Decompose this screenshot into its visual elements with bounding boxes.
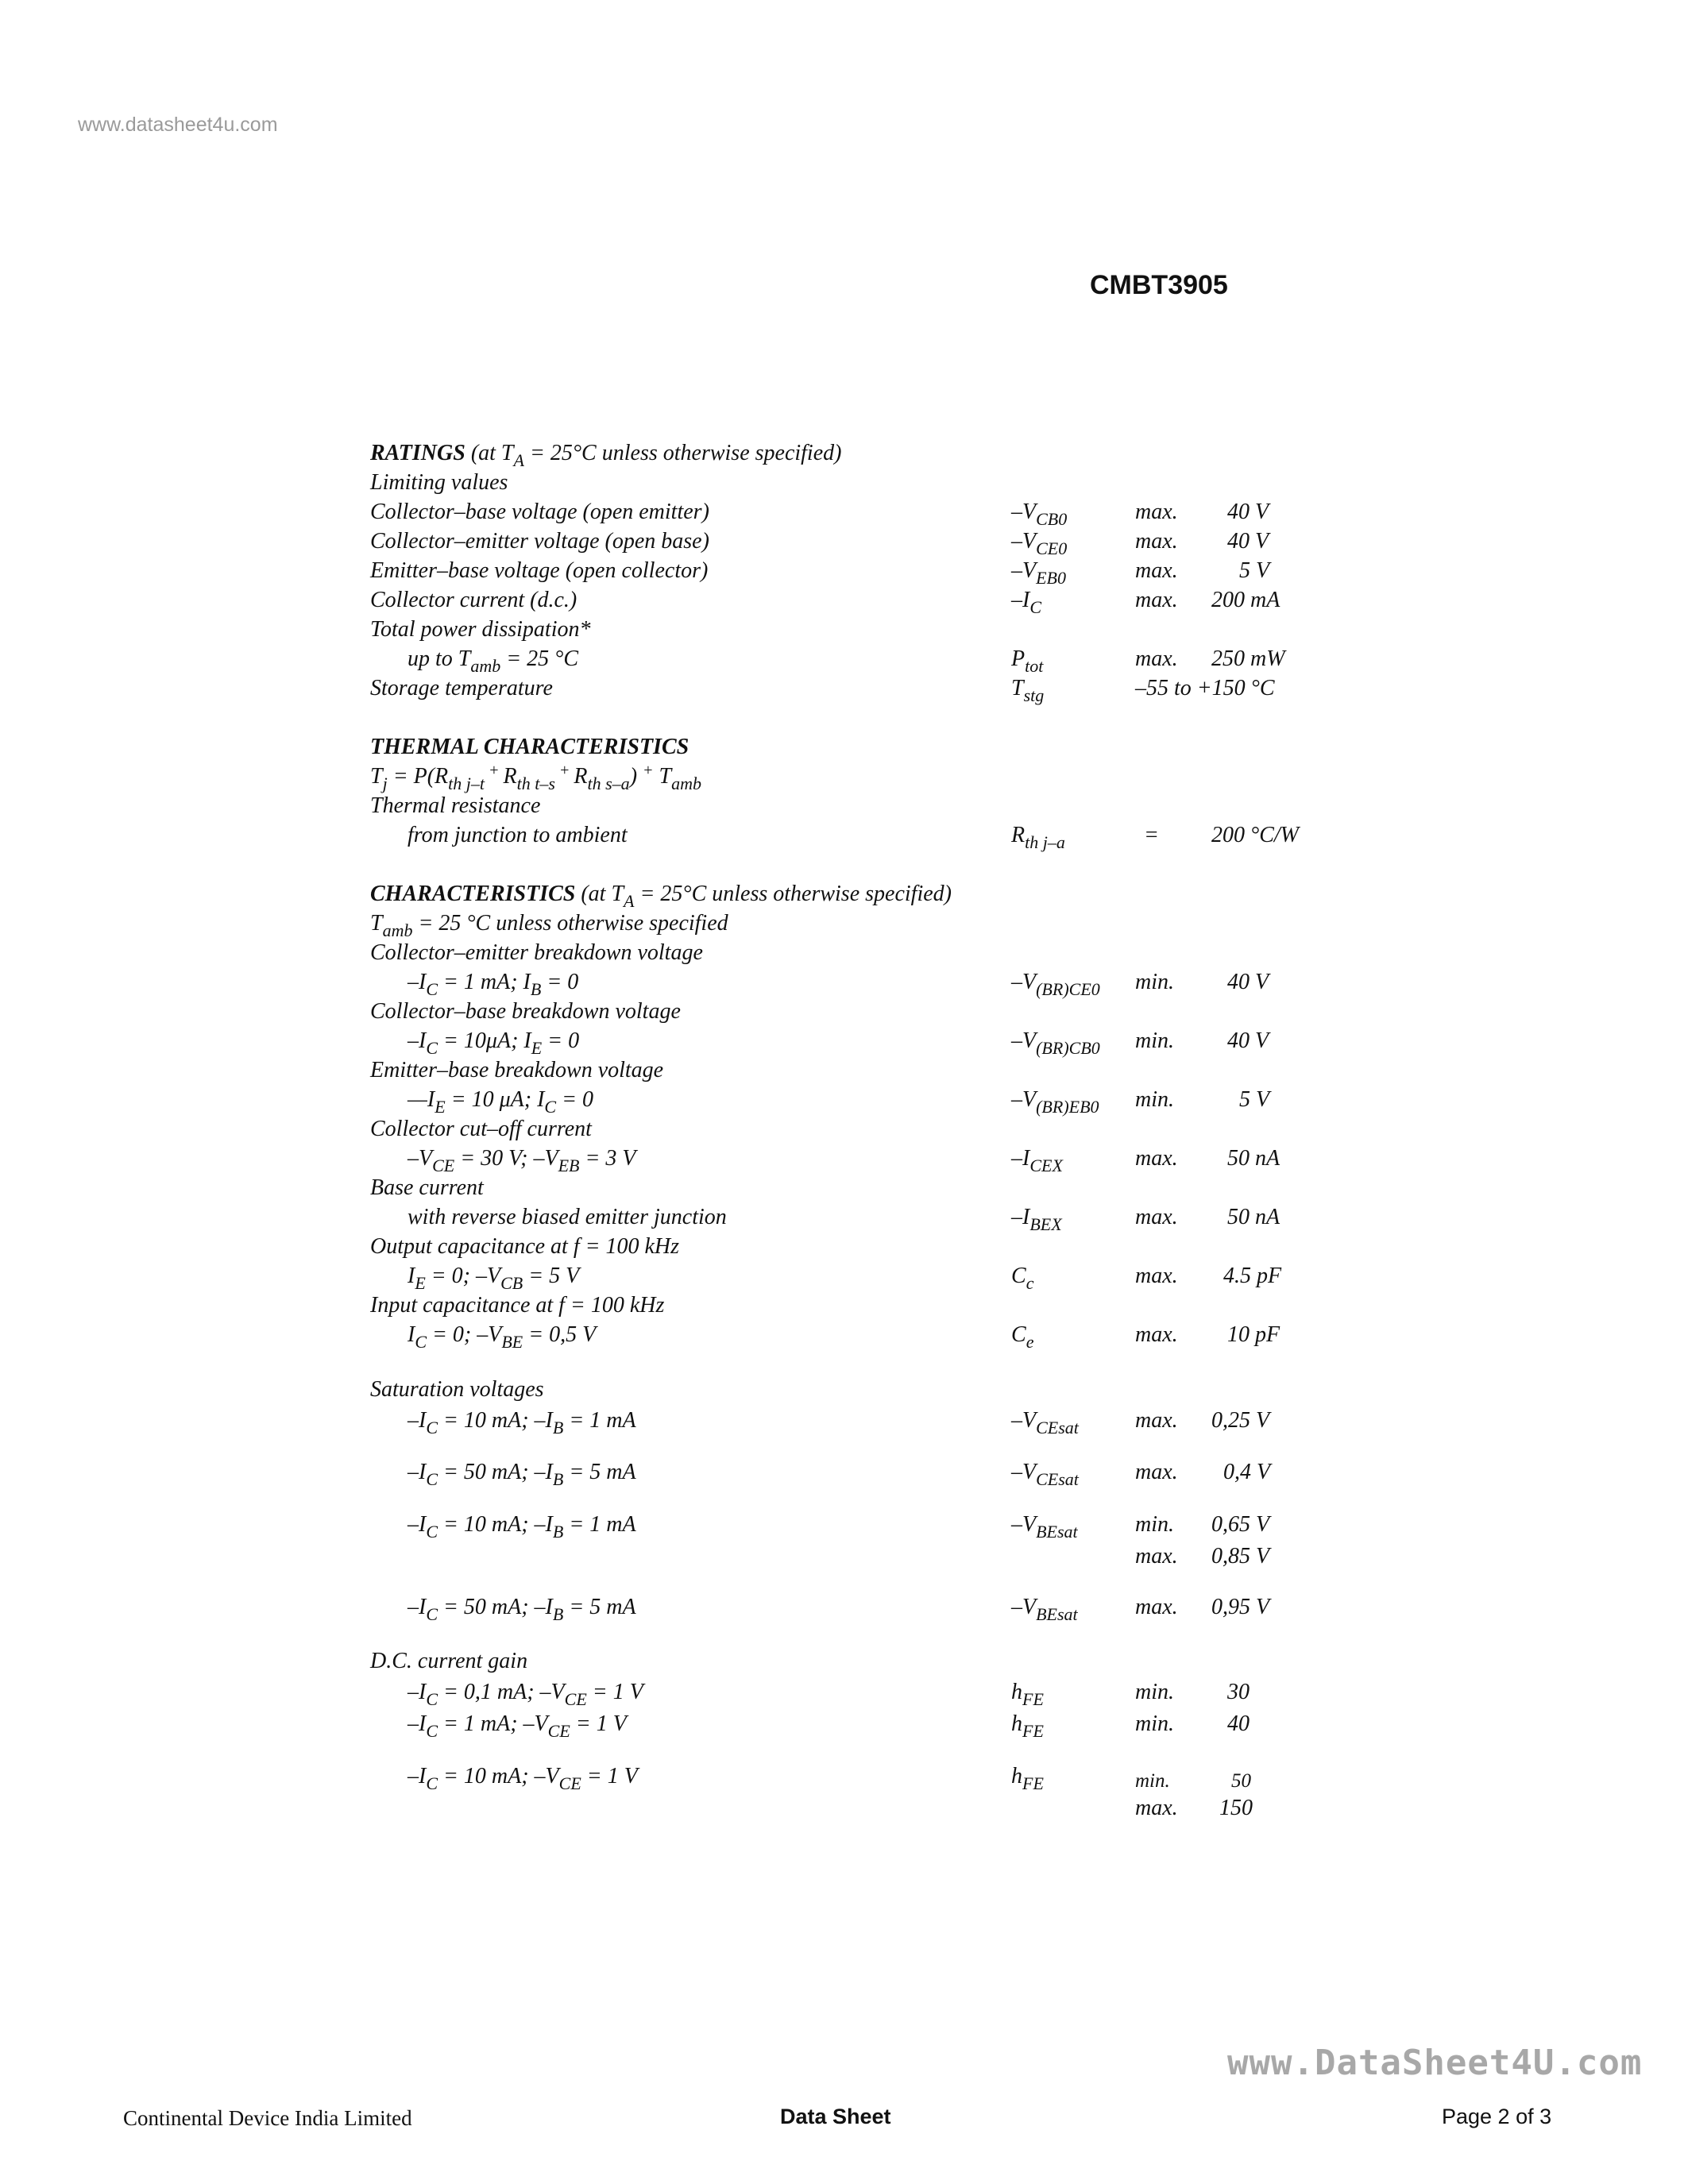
sat-value: 0,25 V [1211,1408,1270,1433]
thermal-from-label: from junction to ambient [408,823,628,847]
sat-value: 0,95 V [1211,1595,1270,1619]
char-condition: $—I_E = 10$ μA; $I_C = 0$ [408,1087,593,1117]
characteristics-heading: CHARACTERISTICS [370,882,576,906]
gain-symbol: $h_{FE}$ [1011,1764,1044,1793]
char-symbol: $C_e$ [1011,1322,1034,1352]
char-value: 50 nA [1227,1146,1280,1171]
gain-limit-2: max. [1135,1796,1178,1820]
power-condition: up to $T_{amb} = 25$ °C [408,646,579,676]
rating-label: Collector–emitter voltage (open base) [370,529,709,554]
power-label: Total power dissipation* [370,617,591,642]
rating-symbol: $-V_{EB0}$ [1011,558,1066,588]
rating-value: 40 V [1227,529,1269,554]
rating-limit: max. [1135,558,1178,583]
char-condition: $-I_C = 10\mu A$; $I_E = 0$ [408,1028,580,1058]
gain-limit: min. [1135,1711,1174,1736]
sat-condition: $-I_C = 10$ mA; $-I_B = 1$ mA [408,1408,636,1437]
ratings-cond-prefix: (at T [465,441,514,465]
storage-label: Storage temperature [370,676,553,700]
rating-value: 200 mA [1211,588,1280,612]
char-label: Output capacitance at f = 100 kHz [370,1234,680,1259]
rating-label: Collector current (d.c.) [370,588,577,612]
sat-value: 0,65 V [1211,1512,1270,1537]
footer-page-number: Page 2 of 3 [1442,2105,1552,2128]
char-limit: max. [1135,1205,1178,1229]
char-value: 4.5 pF [1223,1264,1282,1288]
char-symbol: $-V_{(BR)EB0}$ [1011,1087,1099,1117]
sat-symbol: $-V_{BEsat}$ [1011,1595,1078,1624]
char-label: Input capacitance at f = 100 kHz [370,1293,665,1318]
sat-condition: $-I_C = 50$ mA; $-I_B = 5$ mA [408,1595,636,1624]
char-limit: max. [1135,1322,1178,1347]
char-symbol: $-V_{(BR)CE0}$ [1011,970,1100,999]
char-condition: with reverse biased emitter junction [408,1205,727,1229]
gain-condition: $-I_C = 1$ mA; $-V_{CE} = 1$ V [408,1711,627,1741]
char-label: Collector cut–off current [370,1117,592,1141]
sat-symbol: $-V_{CEsat}$ [1011,1408,1079,1437]
gain-symbol: $h_{FE}$ [1011,1680,1044,1709]
char-symbol: $-I_{BEX}$ [1011,1205,1062,1234]
char-limit: min. [1135,970,1174,994]
gain-limit: min. [1135,1680,1174,1704]
thermal-heading: THERMAL CHARACTERISTICS [370,735,689,759]
rating-limit: max. [1135,588,1178,612]
gain-limit: min. [1135,1770,1170,1792]
char-value: 40 V [1227,970,1269,994]
sat-symbol: $-V_{BEsat}$ [1011,1512,1078,1542]
footer-doc-type: Data Sheet [780,2105,891,2128]
char-value: 5 V [1239,1087,1270,1112]
rating-limit: max. [1135,500,1178,524]
watermark-bottom: www.DataSheet4U.com [1227,2043,1643,2083]
gain-condition: $-I_C = 0,1$ mA; $-V_{CE} = 1$ V [408,1680,643,1709]
char-limit: min. [1135,1087,1174,1112]
rating-value: 5 V [1239,558,1270,583]
rating-symbol: $-V_{CE0}$ [1011,529,1068,558]
char-condition: $-V_{CE} = 30$ V; $-V_{EB} = 3$ V [408,1146,636,1175]
sat-limit: max. [1135,1460,1178,1484]
part-number: CMBT3905 [1090,270,1228,300]
thermal-equation: $T_j = P(R_{th j-t}$ + $R_{th t-s}$ + $R_{th s-a}$) + $T_{amb}$ [370,762,701,793]
rating-limit: max. [1135,529,1178,554]
sat-value-2: 0,85 V [1211,1544,1270,1569]
sat-limit: max. [1135,1595,1178,1619]
ratings-subheading: Limiting values [370,470,508,495]
char-limit: min. [1135,1028,1174,1053]
sat-condition: $-I_C = 50$ mA; $-I_B = 5$ mA [408,1460,636,1489]
power-limit: max. [1135,646,1178,671]
char-value: 50 nA [1227,1205,1280,1229]
gain-value: 30 [1227,1680,1250,1704]
char-symbol: $-I_{CEX}$ [1011,1146,1063,1175]
char-symbol: $-V_{(BR)CB0}$ [1011,1028,1100,1058]
gain-value-2: 150 [1219,1796,1253,1820]
sat-limit: min. [1135,1512,1174,1537]
char-symbol: $C_c$ [1011,1264,1034,1293]
power-symbol: $P_{tot}$ [1011,646,1044,676]
storage-range: –55 to +150 °C [1135,676,1275,700]
footer-company: Continental Device India Limited [123,2106,412,2130]
char-limit: max. [1135,1264,1178,1288]
storage-symbol: $T_{stg}$ [1011,676,1045,705]
char-limit: max. [1135,1146,1178,1171]
ratings-cond-suffix: = 25°C unless otherwise specified) [523,441,842,465]
ratings-heading-line [370,441,842,470]
char-value: 40 V [1227,1028,1269,1053]
rating-symbol: $-V_{CB0}$ [1011,500,1068,529]
char-label: Collector–emitter breakdown voltage [370,940,703,965]
char-label: Collector–base breakdown voltage [370,999,681,1024]
rating-value: 40 V [1227,500,1269,524]
thermal-equals: = [1144,823,1159,847]
gain-symbol: $h_{FE}$ [1011,1711,1044,1741]
rating-label: Collector–base voltage (open emitter) [370,500,709,524]
thermal-value: 200 °C/W [1211,823,1299,847]
char-condition: $-I_C = 1$ mA; $I_B = 0$ [408,970,579,999]
gain-value: 40 [1227,1711,1250,1736]
gain-value: 50 [1231,1770,1251,1792]
sat-condition: $-I_C = 10$ mA; $-I_B = 1$ mA [408,1512,636,1542]
char-value: 10 pF [1227,1322,1280,1347]
char-condition: $I_C = 0$; $-V_{BE} = 0,5$ V [408,1322,597,1352]
thermal-resistance-label: Thermal resistance [370,793,541,818]
sat-value: 0,4 V [1223,1460,1271,1484]
char-label: Emitter–base breakdown voltage [370,1058,664,1082]
gain-condition: $-I_C = 10$ mA; $-V_{CE} = 1$ V [408,1764,638,1793]
power-value: 250 mW [1211,646,1285,671]
sat-limit: max. [1135,1408,1178,1433]
ratings-cond-sub: A [513,450,524,470]
char-label: Base current [370,1175,484,1200]
rating-symbol: $-I_C$ [1011,588,1042,617]
sat-symbol: $-V_{CEsat}$ [1011,1460,1079,1489]
ratings-heading: RATINGS [370,441,465,465]
tamb-condition: $T_{amb} = 25$ °C unless otherwise specified [370,911,728,940]
saturation-heading: Saturation voltages [370,1377,544,1402]
sat-limit-2: max. [1135,1544,1178,1569]
characteristics-heading-line: CHARACTERISTICS (at $T_A = 25^\circ C$ unless otherwise specified) [370,882,952,911]
thermal-symbol: $R_{th j-a}$ [1011,823,1065,852]
rating-label: Emitter–base voltage (open collector) [370,558,709,583]
gain-heading: D.C. current gain [370,1649,528,1673]
char-condition: $I_E = 0$; $-V_{CB} = 5$ V [408,1264,580,1293]
watermark-top: www.datasheet4u.com [78,114,278,136]
